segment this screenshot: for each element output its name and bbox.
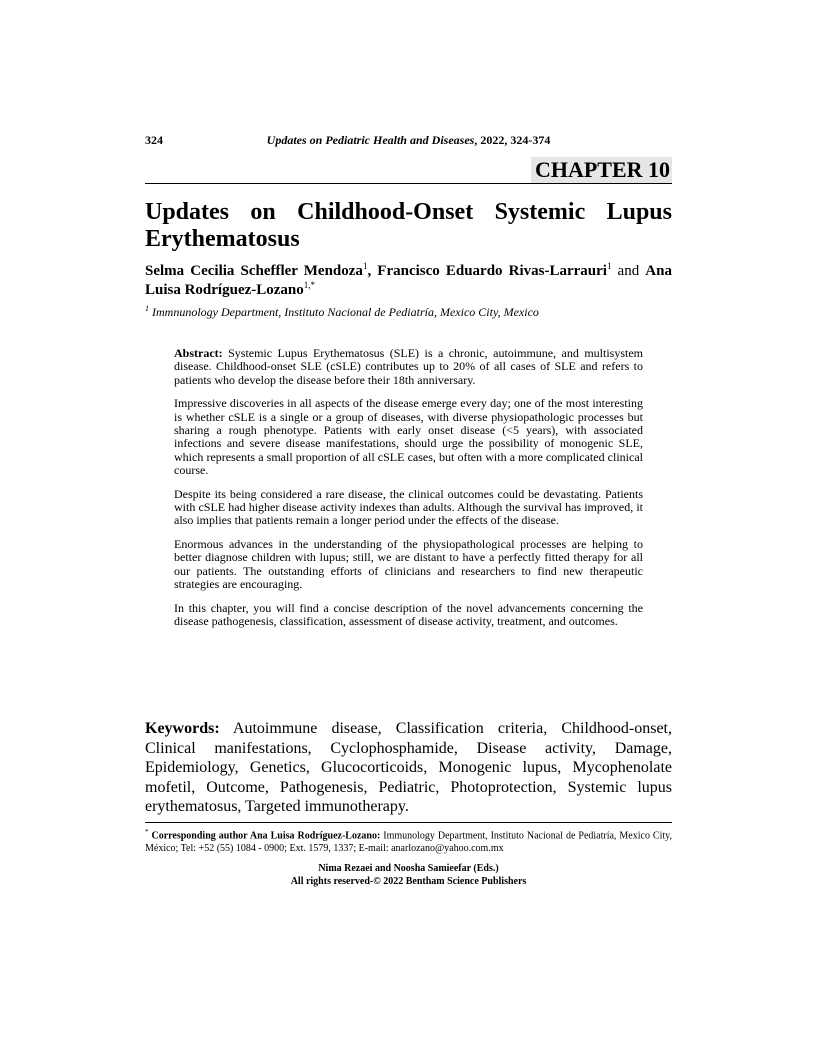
journal-details: , 2022, 324-374 <box>474 133 551 147</box>
author-separator: , <box>367 263 378 279</box>
abstract-paragraph: In this chapter, you will find a concise description of the novel advancements concerning the disease pathogenesis, classification, assessment of disease activity, treatment, and outcomes. <box>174 600 643 629</box>
chapter-banner <box>145 157 672 184</box>
rights-line: All rights reserved-© 2022 Bentham Science Publishers <box>290 875 527 887</box>
affiliation-text: Immnunology Department, Instituto Nacional de Pediatría, Mexico City, Mexico <box>149 305 539 319</box>
footnote-text: Immunology Department, Instituto Nacional de Pediatría, Mexico City, México; Tel: +52 (55) 1084 - 0900; Ext. 1579, 1337; E-mail: anarlozano@yahoo.com.mx <box>145 830 672 854</box>
journal-name: Updates on Pediatric Health and Diseases <box>266 133 475 147</box>
author-list <box>145 262 672 300</box>
abstract-paragraph: Despite its being considered a rare disease, the clinical outcomes could be devastating. Patients with cSLE had higher disease activity indexes than adults. Although the survival has improved, it also implies that patients remain a longer period under the effects of the disease. <box>174 486 643 528</box>
page-number: 324 <box>145 133 163 147</box>
author-affiliation-mark: 1 <box>606 261 612 271</box>
abstract-paragraph: Enormous advances in the understanding of the physiopathological processes are helping to better diagnose children with lupus; still, we are distant to have a perfectly fitted therapy for all our patients. The outstanding efforts of clinicians and researchers to find new therapeutic strategies are encouraging. <box>174 537 643 591</box>
author-affiliation-mark: 1,* <box>303 280 316 290</box>
abstract-text: Systemic Lupus Erythematosus (SLE) is a chronic, autoimmune, and multisystem disease. Childhood-onset SLE (cSLE) contributes up to 20% of all cases of SLE and refers to patients who develop the disease before their 18th anniversary. <box>174 346 643 387</box>
journal-citation <box>145 133 672 148</box>
author-separator: and <box>611 263 646 279</box>
footnote-label: Corresponding author Ana Luisa Rodríguez-Lozano: <box>148 830 381 842</box>
abstract-paragraph: Impressive discoveries in all aspects of the disease emerge every day; one of the most interesting is whether cSLE is a single or a group of diseases, with diverse physiopathologic processes but sharing a rough phenotype. Patients with early onset disease (<5 years), with associated infections and severe disease manifestations, should urge the possibility of monogenic SLE, which represents a small proportion of all cSLE cases, but often with a more complicated clinical course. <box>174 396 643 477</box>
keywords-label: Keywords: <box>145 720 220 737</box>
editors-line: Nima Rezaei and Noosha Samieefar (Eds.) <box>318 863 499 874</box>
abstract-label: Abstract: <box>174 346 223 360</box>
keywords <box>145 719 672 817</box>
footnote-mark: * <box>145 828 149 836</box>
chapter-title: Updates on Childhood-Onset Systemic Lupus Erythematosus <box>145 199 672 252</box>
abstract-paragraph <box>174 347 643 387</box>
keywords-text: Autoimmune disease, Classification criteria, Childhood-onset, Clinical manifestations, Cyclophosphamide, Disease activity, Damage, Epidemiology, Genetics, Glucocorticoids, Monogenic lupus, Mycophenolate mofetil, Outcome, Pathogenesis, Pediatric, Photoprotection, Systemic lupus erythematosus, Targeted immunotherapy. <box>145 720 672 815</box>
affiliation <box>145 304 672 320</box>
chapter-label: CHAPTER 10 <box>531 157 672 183</box>
footnote-divider <box>145 822 672 823</box>
corresponding-author-footnote <box>145 826 672 855</box>
author-name: Ana Luisa Rodríguez-Lozano <box>145 263 672 298</box>
author-name: Selma Cecilia Scheffler Mendoza <box>145 263 363 279</box>
publisher-credits <box>145 863 672 888</box>
author-name: Francisco Eduardo Rivas-Larrauri <box>377 263 607 279</box>
affiliation-mark: 1 <box>145 304 149 313</box>
author-affiliation-mark: 1 <box>362 261 368 271</box>
abstract <box>174 347 643 639</box>
